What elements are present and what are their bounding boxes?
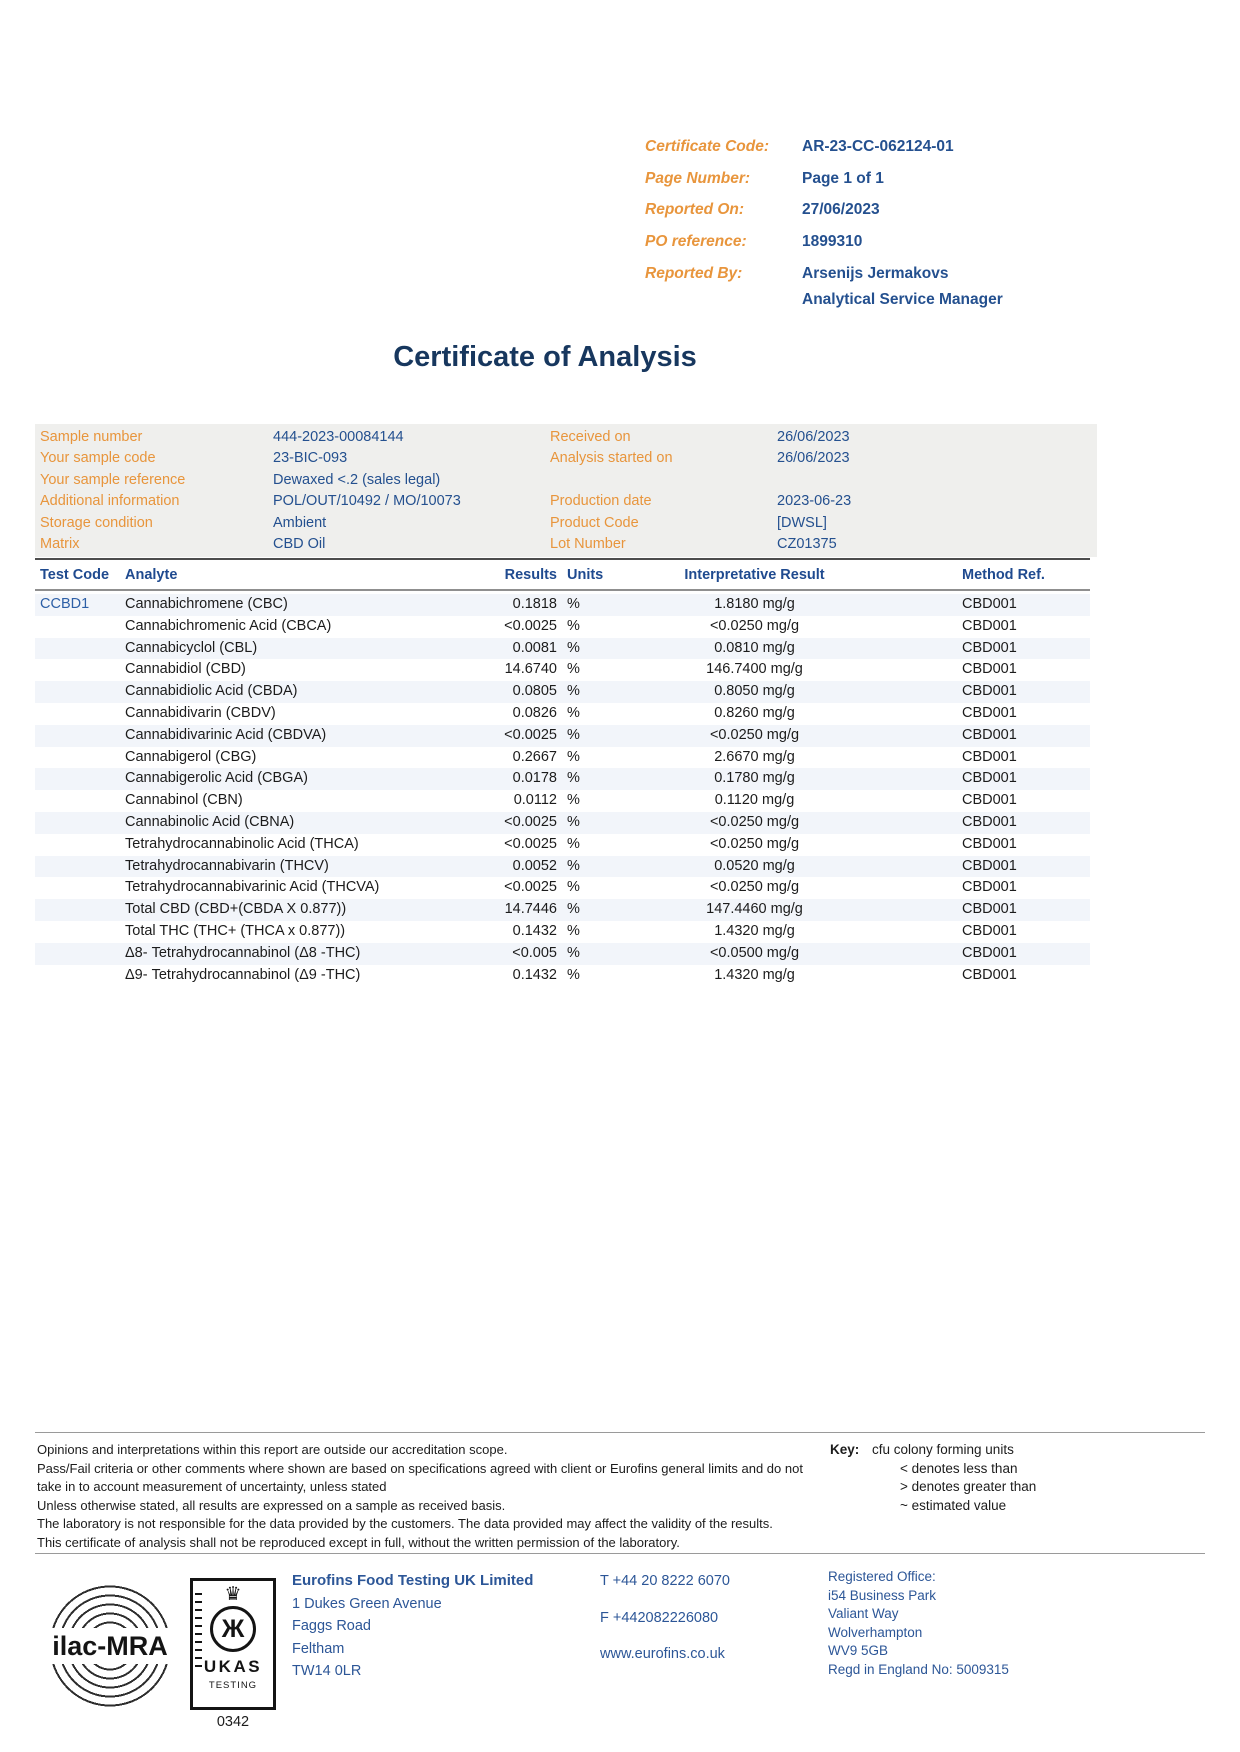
cell-method-ref: CBD001 [962, 966, 1017, 983]
sample-info-label: Sample number [40, 429, 143, 445]
cell-method-ref: CBD001 [962, 726, 1017, 743]
ukas-testing-label: TESTING [208, 1680, 258, 1691]
certificate-meta-row [645, 291, 1003, 323]
cell-units: % [567, 770, 580, 787]
table-row [35, 943, 1090, 965]
table-row [35, 616, 1090, 638]
sample-info-label: Received on [550, 429, 631, 445]
sample-info-label: Your sample reference [40, 471, 186, 488]
meta-label: Reported By: [645, 264, 743, 282]
cell-method-ref: CBD001 [962, 748, 1017, 765]
sample-info-row [550, 429, 1095, 450]
sample-info-row [40, 429, 545, 450]
sample-info-value: 26/06/2023 [777, 429, 850, 445]
sample-info-row [40, 472, 545, 493]
sample-info-label: Analysis started on [550, 450, 673, 467]
cell-units: % [567, 901, 580, 918]
company-address-line: Faggs Road [292, 1618, 371, 1634]
meta-value: Analytical Service Manager [802, 290, 1003, 308]
sample-info-row [550, 493, 1095, 514]
cell-result: 0.0826 [512, 704, 557, 721]
meta-value: Arsenijs Jermakovs [802, 264, 949, 282]
cell-interpretative-result: 0.0810 mg/g [714, 639, 795, 656]
meta-value: 27/06/2023 [802, 201, 880, 219]
cell-units: % [567, 617, 580, 634]
cell-units: % [567, 704, 580, 721]
company-address [292, 1570, 533, 1683]
cell-units: % [567, 835, 580, 852]
cell-units: % [567, 661, 580, 678]
cell-result: 0.0081 [512, 639, 557, 656]
table-row [35, 877, 1090, 899]
cell-result: <0.0025 [504, 617, 557, 634]
cell-result: 0.1818 [512, 596, 557, 612]
table-row [35, 790, 1090, 812]
table-row [35, 856, 1090, 878]
col-header-interpretative-result: Interpretative Result [684, 567, 825, 583]
cell-analyte: Cannabinolic Acid (CBNA) [125, 813, 295, 830]
key-block [830, 1441, 1036, 1515]
company-address-lines [292, 1593, 533, 1683]
registered-office-line: Valiant Way [828, 1606, 899, 1622]
cell-interpretative-result: 0.1780 mg/g [714, 770, 795, 787]
disclaimer-line: Opinions and interpretations within this report are outside our accreditation scope. [37, 1442, 508, 1457]
sample-info-row [550, 536, 1095, 557]
cell-interpretative-result: 146.7400 mg/g [706, 661, 803, 678]
table-row [35, 659, 1090, 681]
cell-test-code [35, 943, 125, 965]
cell-test-code [35, 703, 125, 725]
cell-analyte: Δ9- Tetrahydrocannabinol (Δ9 -THC) [125, 966, 361, 983]
crown-icon: ♛ [224, 1584, 242, 1605]
cell-test-code [35, 681, 125, 703]
sample-info-value: Dewaxed <.2 (sales legal) [273, 471, 441, 488]
table-row [35, 594, 1090, 616]
cell-analyte: Total THC (THC+ (THCA x 0.877)) [125, 922, 346, 939]
company-address-line: TW14 0LR [292, 1663, 362, 1679]
sample-info-label: Lot Number [550, 535, 626, 552]
table-row [35, 965, 1090, 987]
meta-label: Page Number: [645, 169, 751, 187]
cell-method-ref: CBD001 [962, 901, 1017, 918]
certificate-meta-row [645, 233, 1003, 265]
disclaimer-line: The laboratory is not responsible for the data provided by the customers. The data provided may affect the validity of the results. [37, 1516, 773, 1532]
cell-result: <0.0025 [504, 726, 557, 743]
key-line: > denotes greater than [900, 1479, 1037, 1495]
col-header-analyte: Analyte [125, 567, 178, 583]
ilac-mra-logo [44, 1580, 176, 1712]
table-row [35, 638, 1090, 660]
cell-interpretative-result: 0.1120 mg/g [714, 792, 795, 809]
cell-method-ref: CBD001 [962, 944, 1017, 961]
results-table-body [35, 594, 1090, 986]
sample-info-right [550, 429, 1095, 557]
cell-result: 14.7446 [504, 901, 557, 918]
ukas-accreditation-number: 0342 [216, 1714, 250, 1730]
cell-result: 0.1432 [512, 922, 557, 939]
cell-analyte: Cannabichromene (CBC) [125, 596, 288, 612]
cell-method-ref: CBD001 [962, 922, 1017, 939]
cell-result: 0.0805 [512, 683, 557, 700]
cell-interpretative-result: 2.6670 mg/g [714, 748, 795, 765]
sample-info-label: Production date [550, 493, 652, 510]
ukas-ruler-ticks [195, 1593, 202, 1673]
table-row [35, 899, 1090, 921]
cell-units: % [567, 596, 580, 612]
cell-analyte: Cannabigerolic Acid (CBGA) [125, 770, 308, 787]
cell-result: 14.6740 [504, 661, 557, 678]
cell-analyte: Δ8- Tetrahydrocannabinol (Δ8 -THC) [125, 944, 361, 961]
cell-units: % [567, 726, 580, 743]
cell-method-ref: CBD001 [962, 879, 1017, 896]
cell-interpretative-result: <0.0250 mg/g [709, 813, 800, 830]
cell-analyte: Tetrahydrocannabinolic Acid (THCA) [125, 835, 359, 852]
cell-units: % [567, 639, 580, 656]
ilac-mra-label: ilac-MRA [38, 1628, 182, 1664]
certificate-meta [645, 138, 1003, 322]
cell-analyte: Cannabidiol (CBD) [125, 661, 246, 678]
cell-result: <0.0025 [504, 813, 557, 830]
table-row [35, 703, 1090, 725]
divider-top [35, 1432, 1205, 1433]
ukas-logo [190, 1578, 276, 1710]
cell-test-code [35, 616, 125, 638]
cell-method-ref: CBD001 [962, 596, 1017, 612]
cell-analyte: Total CBD (CBD+(CBDA X 0.877)) [125, 901, 347, 918]
cell-result: 0.0178 [512, 770, 557, 787]
website-link[interactable]: www.eurofins.co.uk [600, 1646, 725, 1662]
cell-analyte: Cannabicyclol (CBL) [125, 639, 258, 656]
cell-interpretative-result: 0.8260 mg/g [714, 704, 795, 721]
cell-test-code [35, 965, 125, 987]
cell-test-code: CCBD1 [40, 596, 90, 612]
sample-info-row [550, 472, 1095, 493]
sample-info-value: CBD Oil [273, 535, 326, 552]
cell-units: % [567, 792, 580, 809]
key-line: < denotes less than [900, 1460, 1018, 1476]
cell-method-ref: CBD001 [962, 857, 1017, 874]
sample-info-label: Matrix [40, 535, 80, 552]
sample-info-row [40, 450, 545, 471]
cell-result: <0.0025 [504, 835, 557, 852]
table-row [35, 921, 1090, 943]
company-name: Eurofins Food Testing UK Limited [292, 1572, 534, 1589]
cell-method-ref: CBD001 [962, 639, 1017, 656]
certificate-meta-row [645, 170, 1003, 202]
sample-info-value: 2023-06-23 [777, 493, 852, 510]
cell-units: % [567, 879, 580, 896]
sample-info-label [550, 472, 777, 493]
disclaimer-line: Pass/Fail criteria or other comments where shown are based on specifications agreed with client or Eurofins general limits and do not take in to account measurement of uncertainty, unless stated [37, 1460, 803, 1495]
cell-test-code [35, 834, 125, 856]
key-lines [872, 1441, 1036, 1515]
cell-interpretative-result: 1.4320 mg/g [714, 922, 795, 939]
meta-label: Reported On: [645, 201, 745, 219]
sample-info-box [35, 424, 1097, 557]
sample-info-left [40, 429, 545, 557]
sample-info-value: POL/OUT/10492 / MO/10073 [273, 493, 461, 510]
sample-info-label: Storage condition [40, 514, 153, 531]
certificate-meta-row [645, 265, 1003, 291]
col-header-results: Results [504, 567, 557, 583]
cell-result: <0.0025 [504, 879, 557, 896]
cell-analyte: Cannabidivarin (CBDV) [125, 704, 276, 721]
table-row [35, 812, 1090, 834]
sample-info-row [550, 515, 1095, 536]
disclaimer-line: This certificate of analysis shall not be reproduced except in full, without the written permission of the laboratory. [37, 1534, 680, 1550]
cell-method-ref: CBD001 [962, 617, 1017, 634]
sample-info-label: Your sample code [40, 450, 156, 467]
certificate-meta-row [645, 201, 1003, 233]
cell-units: % [567, 813, 580, 830]
cell-method-ref: CBD001 [962, 813, 1017, 830]
phone-number: T +44 20 8222 6070 [600, 1573, 730, 1589]
key-line: cfu colony forming units [872, 1442, 1014, 1457]
table-row [35, 834, 1090, 856]
cell-interpretative-result: <0.0250 mg/g [709, 835, 800, 852]
sample-info-value: [DWSL] [777, 514, 827, 531]
sample-info-row [40, 493, 545, 514]
sample-info-row [40, 515, 545, 536]
cell-method-ref: CBD001 [962, 770, 1017, 787]
cell-result: 0.0052 [512, 857, 557, 874]
company-address-line: Feltham [292, 1640, 345, 1657]
cell-interpretative-result: <0.0250 mg/g [709, 726, 800, 743]
cell-units: % [567, 748, 580, 765]
registered-office-line: Registered Office: [828, 1569, 936, 1584]
registered-office [828, 1568, 1009, 1680]
cell-result: 0.2667 [512, 748, 557, 765]
cell-result: 0.1432 [512, 966, 557, 983]
cell-analyte: Cannabidivarinic Acid (CBDVA) [125, 726, 327, 743]
meta-value: Page 1 of 1 [802, 169, 884, 187]
cell-units: % [567, 683, 580, 700]
cell-result: 0.0112 [513, 792, 557, 809]
cell-test-code [35, 659, 125, 681]
registered-office-line: WV9 5GB [828, 1643, 889, 1659]
cell-interpretative-result: 147.4460 mg/g [706, 901, 803, 918]
cell-analyte: Tetrahydrocannabivarinic Acid (THCVA) [125, 879, 380, 896]
table-row [35, 747, 1090, 769]
cell-interpretative-result: 1.8180 mg/g [714, 596, 795, 612]
cell-interpretative-result: <0.0250 mg/g [709, 617, 800, 634]
col-header-test-code: Test Code [40, 567, 110, 583]
ukas-symbol-icon: Ж [210, 1606, 256, 1652]
sample-info-value: CZ01375 [777, 535, 837, 552]
cell-test-code [35, 638, 125, 660]
cell-interpretative-result: <0.0250 mg/g [709, 879, 800, 896]
sample-info-value: 444-2023-00084144 [273, 429, 404, 445]
disclaimer-line: Unless otherwise stated, all results are expressed on a sample as received basis. [37, 1497, 506, 1513]
cell-interpretative-result: <0.0500 mg/g [709, 944, 800, 961]
meta-value: AR-23-CC-062124-01 [802, 138, 954, 155]
col-header-method-ref: Method Ref. [962, 567, 1045, 583]
cell-method-ref: CBD001 [962, 704, 1017, 721]
page-title: Certificate of Analysis [393, 341, 697, 373]
cell-test-code [35, 747, 125, 769]
sample-info-value: Ambient [273, 514, 327, 531]
ukas-name: UKAS [203, 1657, 263, 1676]
cell-analyte: Cannabinol (CBN) [125, 792, 243, 809]
cell-method-ref: CBD001 [962, 792, 1017, 809]
cell-test-code [35, 812, 125, 834]
contact-info [600, 1572, 730, 1682]
cell-test-code [35, 790, 125, 812]
table-row [35, 725, 1090, 747]
sample-info-row [40, 536, 545, 557]
sample-info-value: 26/06/2023 [777, 450, 850, 467]
sample-info-row [550, 450, 1095, 471]
registered-office-line: i54 Business Park [828, 1587, 937, 1603]
cell-result: <0.005 [512, 944, 557, 961]
cell-analyte: Cannabichromenic Acid (CBCA) [125, 617, 332, 634]
table-row [35, 768, 1090, 790]
sample-info-label: Product Code [550, 514, 639, 531]
cell-test-code [35, 768, 125, 790]
cell-method-ref: CBD001 [962, 661, 1017, 678]
cell-units: % [567, 922, 580, 939]
cell-interpretative-result: 0.0520 mg/g [714, 857, 795, 874]
cell-method-ref: CBD001 [962, 835, 1017, 852]
col-header-units: Units [567, 567, 604, 583]
cell-test-code [35, 899, 125, 921]
sample-info-label: Additional information [40, 493, 180, 510]
results-table-header [35, 558, 1090, 591]
table-row [35, 681, 1090, 703]
divider-bottom [35, 1553, 1205, 1554]
meta-label: Certificate Code: [645, 138, 770, 155]
cell-analyte: Tetrahydrocannabivarin (THCV) [125, 857, 329, 874]
cell-method-ref: CBD001 [962, 683, 1017, 700]
cell-test-code [35, 725, 125, 747]
key-line: ~ estimated value [900, 1497, 1007, 1513]
meta-value: 1899310 [802, 233, 863, 251]
registered-office-line: Wolverhampton [828, 1624, 923, 1640]
cell-interpretative-result: 0.8050 mg/g [714, 683, 795, 700]
company-address-line: 1 Dukes Green Avenue [292, 1595, 442, 1612]
cell-units: % [567, 944, 580, 961]
cell-test-code [35, 856, 125, 878]
sample-info-value: 23-BIC-093 [273, 450, 348, 467]
disclaimer-text [37, 1441, 829, 1553]
cell-interpretative-result: 1.4320 mg/g [714, 966, 795, 983]
meta-label: PO reference: [645, 233, 747, 251]
fax-number: F +442082226080 [600, 1609, 719, 1626]
cell-test-code [35, 877, 125, 899]
registered-office-line: Regd in England No: 5009315 [828, 1661, 1009, 1677]
certificate-meta-row [645, 138, 1003, 170]
cell-analyte: Cannabidiolic Acid (CBDA) [125, 683, 298, 700]
cell-test-code [35, 921, 125, 943]
cell-units: % [567, 966, 580, 983]
key-label: Key: [830, 1442, 860, 1457]
cell-analyte: Cannabigerol (CBG) [125, 748, 257, 765]
cell-units: % [567, 857, 580, 874]
